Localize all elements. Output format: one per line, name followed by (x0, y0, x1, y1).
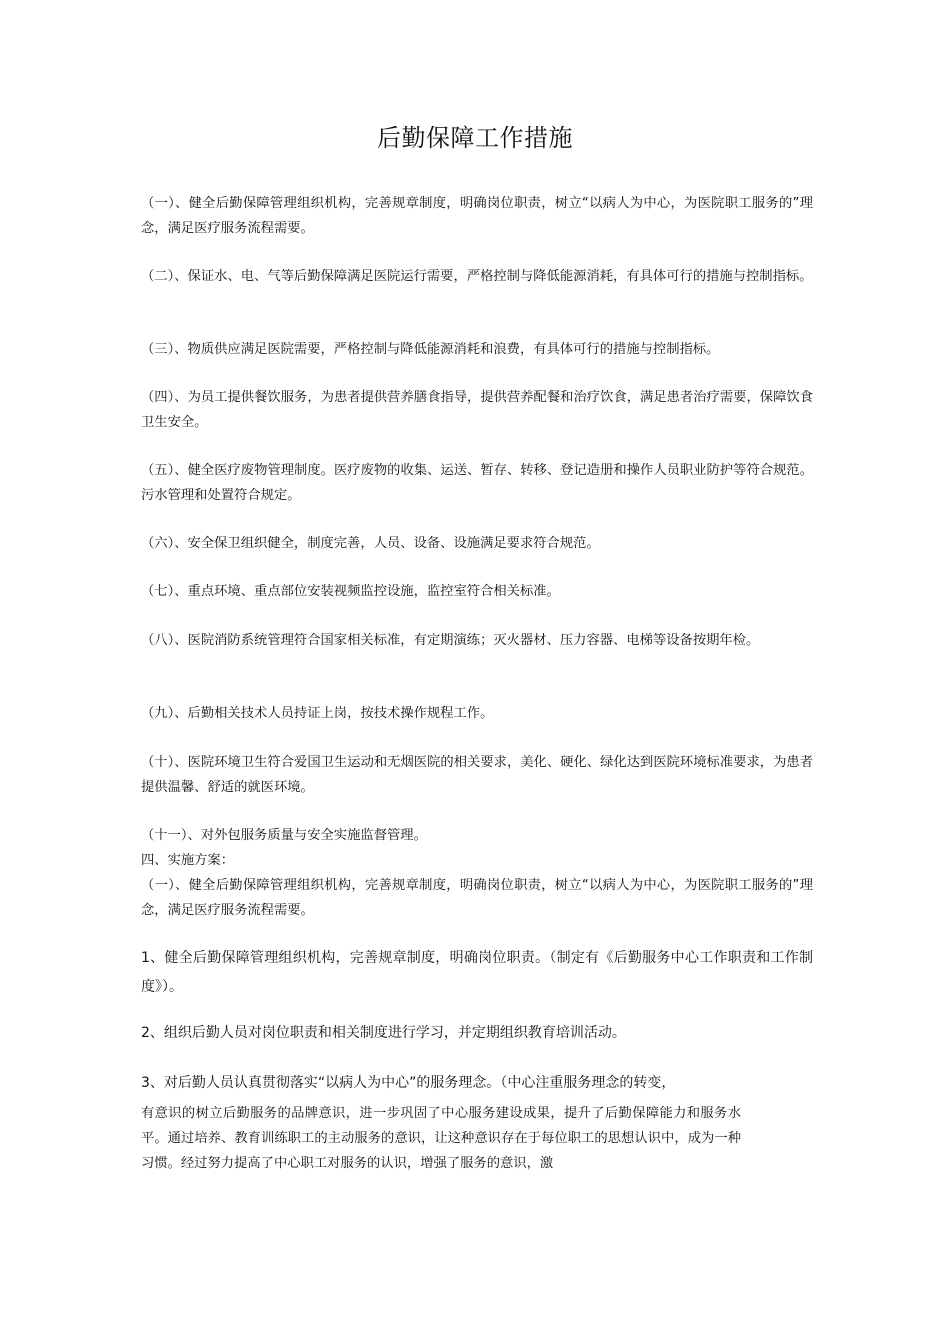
paragraph-6: （六）、安全保卫组织健全，制度完善，人员、设备、设施满足要求符合规范。 (141, 536, 600, 551)
paragraph-12: （一）、健全后勤保障管理组织机构，完善规章制度，明确岗位职责，树立“以病人为中心，为医院职工服务的”理念，满足医疗服务流程需要。 (141, 878, 813, 918)
paragraph-10: （十）、医院环境卫生符合爱国卫生运动和无烟医院的相关要求，美化、硬化、绿化达到医院环境标准要求，为患者提供温馨、舒适的就医环境。 (141, 755, 813, 795)
item-3-continued: 有意识的树立后勤服务的品牌意识，进一步巩固了中心服务建设成果，提升了后勤保障能力和服务水平。通过培养、教育训练职工的主动服务的意识，让这种意识存在于每位职工的思想认识中，成为一种习惯。经过努力提高了中心职工对服务的认识，增强了服务的意识，激 (141, 1106, 741, 1171)
section-heading: 四、实施方案： (141, 853, 235, 868)
paragraph-5: （五）、健全医疗废物管理制度。医疗废物的收集、运送、暂存、转移、登记造册和操作人员职业防护等符合规范。污水管理和处置符合规定。 (141, 463, 813, 503)
paragraph-4: （四）、为员工提供餐饮服务，为患者提供营养膳食指导，提供营养配餐和治疗饮食，满足患者治疗需要，保障饮食卫生安全。 (141, 390, 813, 430)
item-2: 2、组织后勤人员对岗位职责和相关制度进行学习，并定期组织教育培训活动。 (141, 1025, 626, 1041)
paragraph-7: （七）、重点环境、重点部位安装视频监控设施，监控室符合相关标准。 (141, 584, 560, 599)
paragraph-2: （二）、保证水、电、气等后勤保障满足医院运行需要，严格控制与降低能源消耗，有具体可行的措施与控制指标。 (141, 269, 813, 284)
document-title: 后勤保障工作措施 (377, 124, 573, 152)
paragraph-11: （十一）、对外包服务质量与安全实施监督管理。 (141, 828, 427, 843)
paragraph-9: （九）、后勤相关技术人员持证上岗，按技术操作规程工作。 (141, 706, 494, 721)
paragraph-3: （三）、物质供应满足医院需要，严格控制与降低能源消耗和浪费，有具体可行的措施与控制指标。 (141, 342, 720, 357)
item-1: 1、健全后勤保障管理组织机构，完善规章制度，明确岗位职责。（制定有《后勤服务中心工作职责和工作制度》）。 (141, 950, 813, 995)
paragraph-8: （八）、医院消防系统管理符合国家相关标准，有定期演练；灭火器材、压力容器、电梯等设备按期年检。 (141, 633, 760, 648)
item-3: 3、对后勤人员认真贯彻落实“以病人为中心”的服务理念。（中心注重服务理念的转变， (141, 1075, 676, 1091)
paragraph-1: （一）、健全后勤保障管理组织机构，完善规章制度，明确岗位职责，树立“以病人为中心，为医院职工服务的”理念，满足医疗服务流程需要。 (141, 196, 813, 236)
